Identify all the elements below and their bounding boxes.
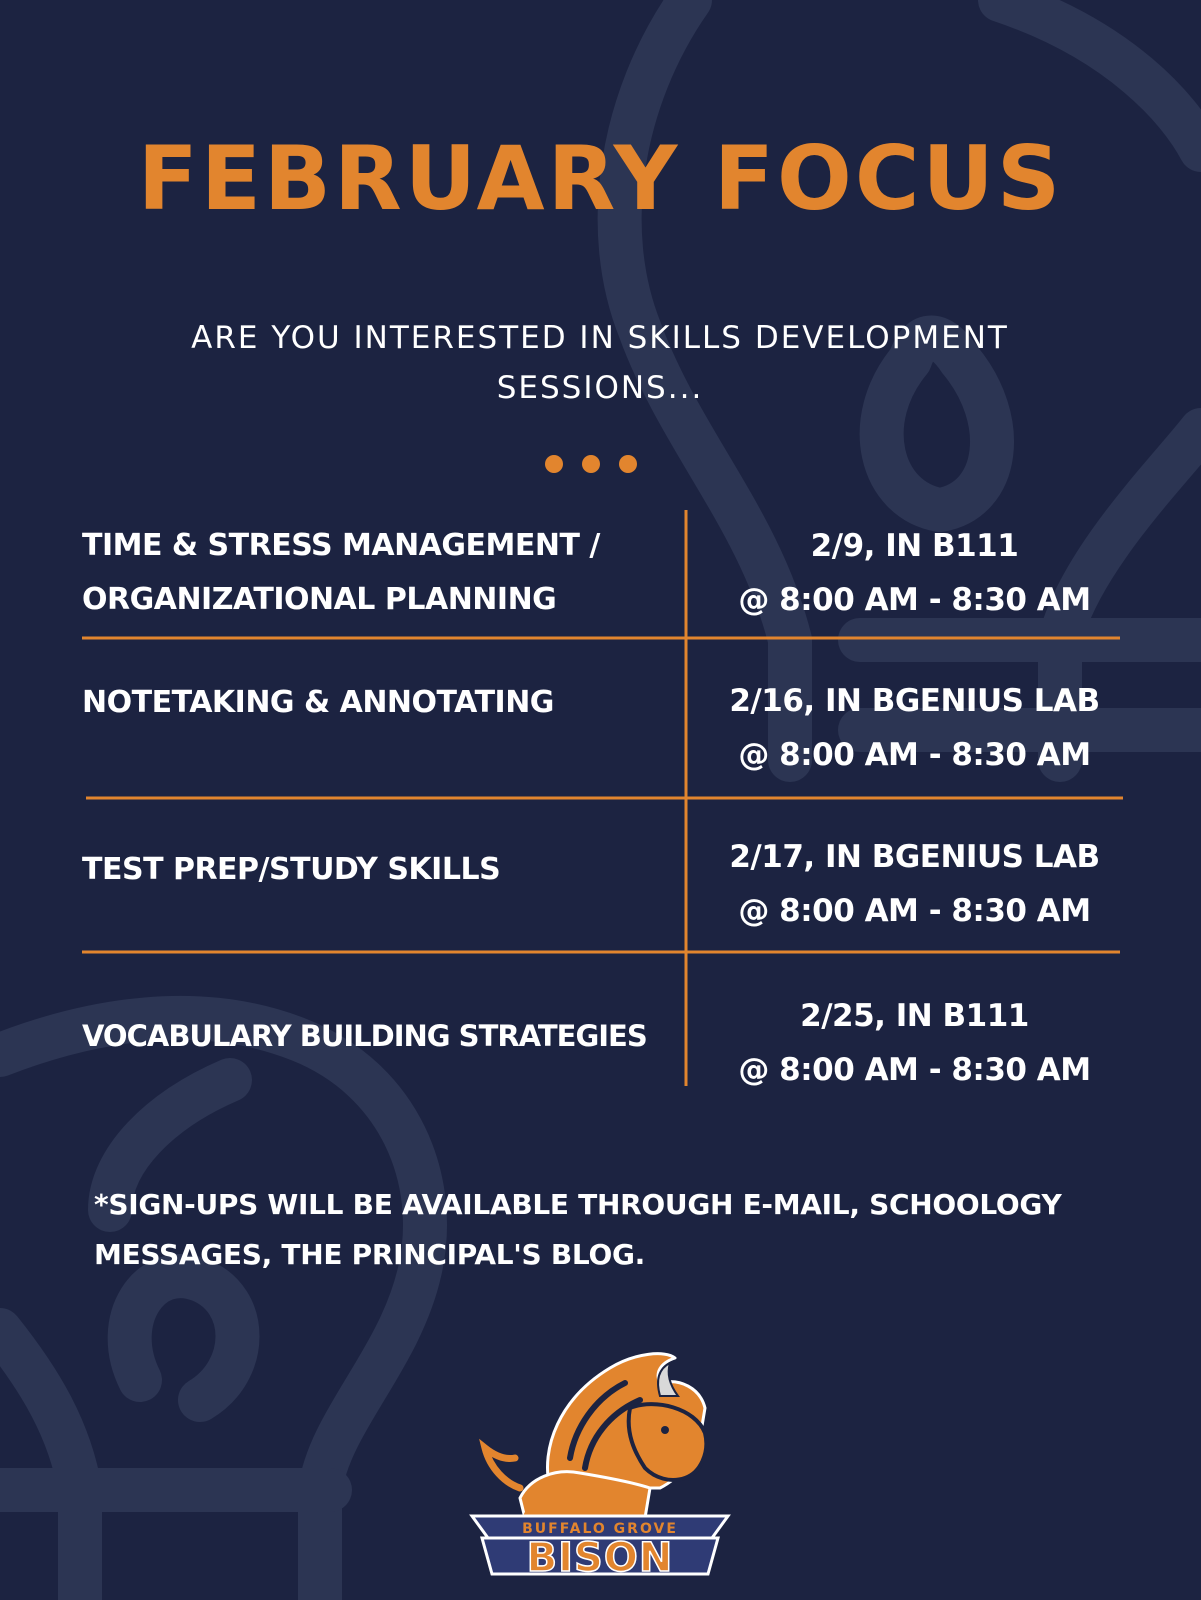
session-time: @ 8:00 AM - 8:30 AM <box>738 1052 1091 1088</box>
subtitle: ARE YOU INTERESTED IN SKILLS DEVELOPMENT SESSIONS... <box>191 320 1009 406</box>
session-topic <box>82 978 682 1093</box>
dot-separator <box>545 455 637 475</box>
session-topic-line: TIME & STRESS MANAGEMENT / <box>82 528 600 563</box>
session-date-location: 2/9, IN B111 <box>810 528 1019 564</box>
session-topic-line: TEST PREP/STUDY SKILLS <box>82 851 501 887</box>
session-schedule <box>688 667 1141 789</box>
session-date-location: 2/16, IN BGENIUS LAB <box>729 683 1100 719</box>
session-schedule <box>688 982 1141 1104</box>
school-logo <box>460 1338 740 1576</box>
session-topic-line: ORGANIZATIONAL PLANNING <box>82 582 557 617</box>
page-title: FEBRUARY FOCUS <box>137 127 1064 230</box>
session-topic-line: NOTETAKING & ANNOTATING <box>82 684 554 720</box>
footnote-line: *SIGN-UPS WILL BE AVAILABLE THROUGH E-MAIL, SCHOOLOGY <box>94 1188 1062 1221</box>
bison-mascot-icon <box>485 1354 706 1536</box>
session-topic <box>82 812 682 927</box>
dot-icon <box>582 455 600 473</box>
session-time: @ 8:00 AM - 8:30 AM <box>738 893 1091 929</box>
session-schedule <box>688 512 1141 634</box>
signup-footnote <box>94 1180 1134 1280</box>
footnote-line: MESSAGES, THE PRINCIPAL'S BLOG. <box>94 1238 645 1271</box>
session-topic <box>82 645 682 760</box>
logo-main-text: BISON <box>526 1535 674 1576</box>
logo-top-text: BUFFALO GROVE <box>522 1521 678 1537</box>
session-topic <box>82 512 682 634</box>
session-schedule <box>688 823 1141 945</box>
session-time: @ 8:00 AM - 8:30 AM <box>738 737 1091 773</box>
dot-icon <box>619 455 637 473</box>
session-date-location: 2/25, IN B111 <box>800 998 1029 1034</box>
session-date-location: 2/17, IN BGENIUS LAB <box>729 839 1100 875</box>
session-topic-line: VOCABULARY BUILDING STRATEGIES <box>82 1018 647 1053</box>
session-time: @ 8:00 AM - 8:30 AM <box>738 582 1091 618</box>
dot-icon <box>545 455 563 473</box>
